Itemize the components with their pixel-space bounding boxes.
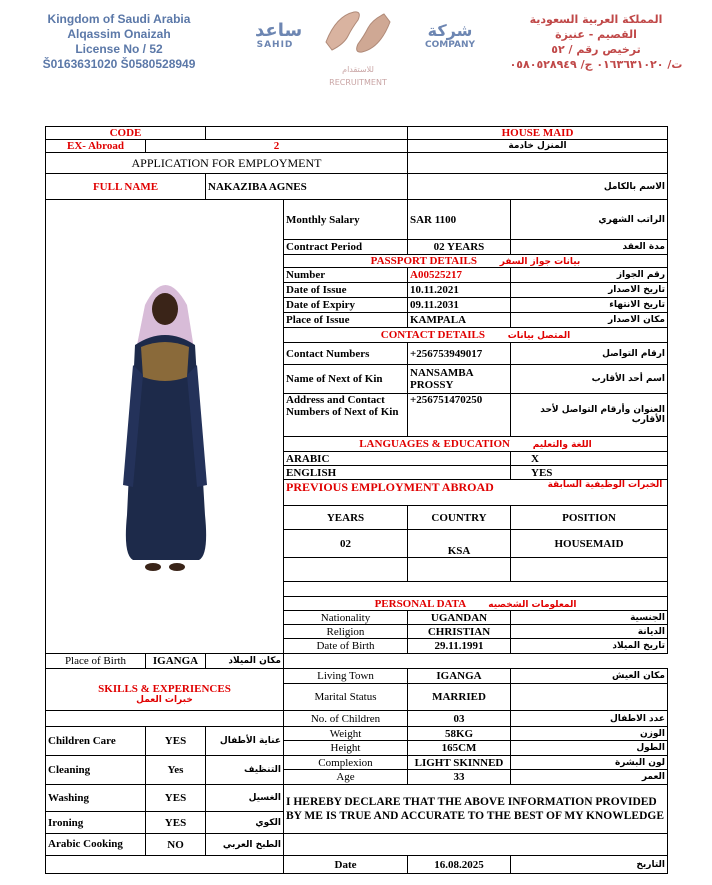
passport-number-value: A00525217 <box>408 268 511 283</box>
personal-section-header <box>284 597 668 611</box>
children-ar: عدد الاطفال <box>511 711 668 727</box>
skill-cleaning-ar: التنظيف <box>206 756 284 785</box>
salary-label: Monthly Salary <box>284 200 408 240</box>
kin-address-value: +256751470250 <box>408 394 511 437</box>
prev-empty-3 <box>511 558 668 582</box>
language-arabic-label: ARABIC <box>284 452 511 466</box>
living-town-ar: مكان العيش <box>511 669 668 684</box>
nationality-value: UGANDAN <box>408 611 511 625</box>
full-name-value: NAKAZIBA AGNES <box>206 174 408 200</box>
code-value: 2 <box>146 140 408 153</box>
passport-expiry-label: Date of Expiry <box>284 298 408 313</box>
passport-place-label: Place of Issue <box>284 313 408 328</box>
complexion-ar: لون البشرة <box>511 756 668 770</box>
position-ar: المنزل خادمة <box>408 140 668 153</box>
religion-ar: الديانة <box>511 625 668 639</box>
date-value: 16.08.2025 <box>408 856 511 874</box>
code-label: CODE <box>46 127 206 140</box>
contact-numbers-label: Contact Numbers <box>284 343 408 365</box>
dob-ar: تاريخ الميلاد <box>511 639 668 654</box>
passport-section-header <box>284 255 668 268</box>
language-arabic-value: X <box>511 452 668 466</box>
prev-section-ar: الخبرات الوظيفية السابقة <box>547 480 663 490</box>
passport-expiry-ar: تاريخ الانتهاء <box>511 298 668 313</box>
applicant-photo <box>46 200 284 654</box>
code-row-label: EX- Abroad <box>46 140 146 153</box>
complexion-value: LIGHT SKINNED <box>408 756 511 770</box>
skill-washing-ar: الغسيل <box>206 785 284 812</box>
skill-children-care-value: YES <box>146 727 206 756</box>
pob-ar: مكان الميلاد <box>206 654 284 669</box>
prev-years: 02 <box>284 530 408 558</box>
living-town-label: Living Town <box>284 669 408 684</box>
position-en: HOUSE MAID <box>408 127 668 140</box>
header-ar-line: ترخيص رقم / ٥٢ <box>551 43 641 56</box>
height-ar: الطول <box>511 741 668 756</box>
kin-address-label: Address and Contact Numbers of Next of Kin <box>284 394 408 437</box>
children-value: 03 <box>408 711 511 727</box>
date-label: Date <box>284 856 408 874</box>
prev-header-years: YEARS <box>284 506 408 530</box>
prev-section-en: PREVIOUS EMPLOYMENT ABROAD <box>286 480 494 494</box>
skill-ironing-ar: الكوي <box>206 812 284 834</box>
kin-name-ar: اسم أحد الأقارب <box>511 365 668 394</box>
languages-section-en: LANGUAGES & EDUCATION <box>359 438 510 450</box>
footer-empty <box>46 856 284 874</box>
dob-value: 29.11.1991 <box>408 639 511 654</box>
passport-issue-value: 10.11.2021 <box>408 283 511 298</box>
logo-mid-en: RECRUITMENT <box>329 78 387 87</box>
weight-label: Weight <box>284 727 408 741</box>
logo-left <box>255 20 303 50</box>
height-label: Height <box>284 741 408 756</box>
age-label: Age <box>284 770 408 785</box>
spacer-row <box>284 582 668 597</box>
passport-place-ar: مكان الاصدار <box>511 313 668 328</box>
contract-value: 02 YEARS <box>408 240 511 255</box>
declaration: I HEREBY DECLARE THAT THE ABOVE INFORMATION PROVIDED BY ME IS TRUE AND ACCURATE TO THE BEST OF MY KNOWLEDGE <box>284 785 668 834</box>
passport-issue-label: Date of Issue <box>284 283 408 298</box>
salary-value: SAR 1100 <box>408 200 511 240</box>
header-ar-line: القصيم - عنيزة <box>555 28 637 41</box>
skill-ironing-label: Ironing <box>46 812 146 834</box>
skill-cooking-value: NO <box>146 834 206 856</box>
prev-empty-2 <box>408 558 511 582</box>
header-arabic <box>496 12 696 72</box>
age-ar: العمر <box>511 770 668 785</box>
logo-mid-ar: للاستقدام <box>342 65 374 74</box>
passport-issue-ar: تاريخ الاصدار <box>511 283 668 298</box>
applicant-photo-image <box>105 265 225 585</box>
skill-washing-value: YES <box>146 785 206 812</box>
kin-name-label: Name of Next of Kin <box>284 365 408 394</box>
date-ar: التاريخ <box>511 856 668 874</box>
declaration-spacer <box>284 834 668 856</box>
skills-spacer <box>46 711 284 727</box>
contact-numbers-ar: ارقام التواصل <box>511 343 668 365</box>
header-en-line: Kingdom of Saudi Arabia <box>47 12 191 26</box>
skill-cleaning-value: Yes <box>146 756 206 785</box>
kin-name-value: NANSAMBA PROSSY <box>408 365 511 394</box>
header-en-line: License No / 52 <box>75 42 163 56</box>
contract-ar: مدة العقد <box>511 240 668 255</box>
skill-children-care-label: Children Care <box>46 727 146 756</box>
full-name-ar: الاسم بالكامل <box>408 174 668 200</box>
language-english-label: ENGLISH <box>284 466 511 480</box>
marital-status-value: MARRIED <box>408 684 511 711</box>
full-name-label: FULL NAME <box>46 174 206 200</box>
skills-section-header <box>46 669 284 711</box>
children-label: No. of Children <box>284 711 408 727</box>
pob-value: IGANGA <box>146 654 206 669</box>
prev-position: HOUSEMAID <box>511 530 668 558</box>
passport-section-ar: بيانات جواز السفر <box>499 257 581 267</box>
nationality-ar: الجنسية <box>511 611 668 625</box>
salary-ar: الراتب الشهري <box>511 200 668 240</box>
skill-cooking-label: Arabic Cooking <box>46 834 146 856</box>
application-title: APPLICATION FOR EMPLOYMENT <box>46 153 408 174</box>
religion-value: CHRISTIAN <box>408 625 511 639</box>
skills-section-ar: خبرات العمل <box>136 695 193 705</box>
logo-right-en: COMPANY <box>425 40 475 50</box>
prev-country: KSA <box>408 530 511 558</box>
logo-right-ar: شركة <box>427 21 473 40</box>
languages-section-ar: اللغة والتعليم <box>532 440 592 450</box>
contact-section-ar: المتصل بيانات <box>507 331 571 341</box>
skill-cooking-ar: الطبخ العربي <box>206 834 284 856</box>
contact-numbers-value: +256753949017 <box>408 343 511 365</box>
nationality-label: Nationality <box>284 611 408 625</box>
languages-section-header <box>284 437 668 452</box>
living-town-value: IGANGA <box>408 669 511 684</box>
logo-left-en: SAHID <box>256 40 294 50</box>
logo-left-ar: ساعد <box>255 20 303 41</box>
prev-header-country: COUNTRY <box>408 506 511 530</box>
passport-place-value: KAMPALA <box>408 313 511 328</box>
code-empty <box>206 127 408 140</box>
marital-status-ar <box>511 684 668 711</box>
application-form <box>45 126 668 874</box>
kin-address-ar: العنوان وأرقام التواصل لأحد الأقارب <box>511 394 668 437</box>
skill-washing-label: Washing <box>46 785 146 812</box>
personal-section-en: PERSONAL DATA <box>374 597 466 610</box>
dob-label: Date of Birth <box>284 639 408 654</box>
passport-expiry-value: 09.11.2031 <box>408 298 511 313</box>
prev-section-header <box>284 480 668 506</box>
header-en-line: Š0163631020 Š0580528949 <box>42 57 196 71</box>
prev-header-position: POSITION <box>511 506 668 530</box>
pob-label: Place of Birth <box>46 654 146 669</box>
height-value: 165CM <box>408 741 511 756</box>
weight-value: 58KG <box>408 727 511 741</box>
skill-cleaning-label: Cleaning <box>46 756 146 785</box>
title-empty <box>408 153 668 174</box>
weight-ar: الوزن <box>511 727 668 741</box>
contract-label: Contract Period <box>284 240 408 255</box>
passport-section-en: PASSPORT DETAILS <box>370 255 477 267</box>
skill-children-care-ar: عناية الأطفال <box>206 727 284 756</box>
header-english <box>14 12 224 72</box>
hands-logo-icon <box>318 2 398 62</box>
header-ar-line: المملكة العربية السعودية <box>529 13 663 26</box>
logo-hands <box>318 2 398 92</box>
complexion-label: Complexion <box>284 756 408 770</box>
logo-right <box>425 22 475 50</box>
language-english-value: YES <box>511 466 668 480</box>
header-ar-line: ت/ ٠١٦٣٦٣١٠٢٠ ج/ ٠٥٨٠٥٢٨٩٤٩ <box>509 58 683 71</box>
skill-ironing-value: YES <box>146 812 206 834</box>
header-en-line: Alqassim Onaizah <box>67 27 171 41</box>
passport-number-ar: رقم الجواز <box>511 268 668 283</box>
age-value: 33 <box>408 770 511 785</box>
contact-section-en: CONTACT DETAILS <box>380 329 486 341</box>
contact-section-header <box>284 328 668 343</box>
prev-empty-1 <box>284 558 408 582</box>
religion-label: Religion <box>284 625 408 639</box>
personal-section-ar: المعلومات الشخصيه <box>488 599 577 610</box>
passport-number-label: Number <box>284 268 408 283</box>
skills-section-en: SKILLS & EXPERIENCES <box>98 683 231 695</box>
marital-status-label: Marital Status <box>284 684 408 711</box>
